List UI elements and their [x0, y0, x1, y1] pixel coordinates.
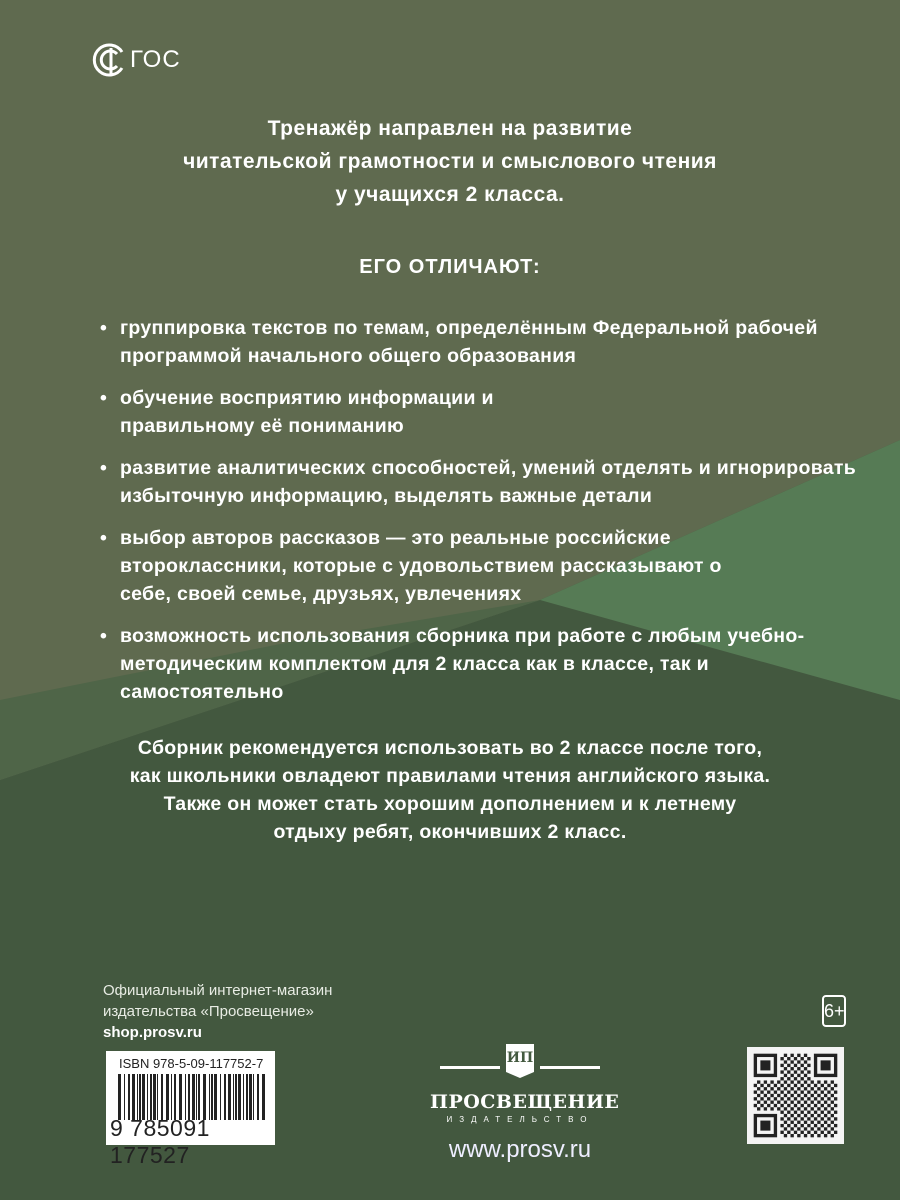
intro-line: Тренажёр направлен на развитие	[267, 117, 633, 140]
publisher-url[interactable]: www.prosv.ru	[448, 1136, 592, 1163]
shop-line: издательства «Просвещение»	[103, 1003, 314, 1020]
feature-item: • развитие аналитических способностей, умений отделять и игнорировать избыточную информацию, выделять важные детали	[100, 454, 860, 510]
age-rating-badge: 6+	[822, 995, 846, 1027]
isbn-number: ISBN 978-5-09-117752-7	[119, 1056, 264, 1071]
publisher-logo	[430, 1040, 620, 1164]
publisher-name: ПРОСВЕЩЕНИЕ	[430, 1091, 620, 1113]
ean-number: 9 785091 177527	[110, 1115, 210, 1168]
recommendation-line: отдыху ребят, окончивших 2 класс.	[273, 821, 627, 843]
shop-line: Официальный интернет-магазин	[103, 982, 333, 999]
recommendation-line: как школьники овладеют правилами чтения английского языка.	[129, 765, 771, 787]
fgos-text: ГОС	[130, 46, 181, 73]
isbn-barcode	[106, 1051, 275, 1168]
features-heading: ЕГО ОТЛИЧАЮТ:	[359, 256, 541, 278]
recommendation-line: Сборник рекомендуется использовать во 2 классе после того,	[137, 737, 763, 759]
intro-line: у учащихся 2 класса.	[335, 183, 565, 206]
recommendation-line: Также он может стать хорошим дополнением и к летнему	[163, 793, 737, 815]
publisher-emblem-icon	[430, 1040, 610, 1080]
fgos-logo	[92, 42, 181, 78]
intro-line: читательской грамотности и смыслового чтения	[183, 150, 717, 173]
features-list	[100, 314, 860, 720]
barcode-bars	[118, 1074, 268, 1120]
qr-code[interactable]	[747, 1047, 844, 1144]
shop-url[interactable]: shop.prosv.ru	[103, 1024, 202, 1041]
feature-item: • обучение восприятию информации и правильному её пониманию	[100, 384, 860, 440]
feature-item: • выбор авторов рассказов — это реальные российские второклассники, которые с удовольствием рассказывают о себе, своей семье, друзьях, увлечениях	[100, 524, 860, 608]
fgos-emblem-icon	[92, 42, 128, 78]
intro-text	[0, 112, 900, 211]
publisher-subtitle: ИЗДАТЕЛЬСТВО	[446, 1115, 594, 1124]
feature-item: • возможность использования сборника при работе с любым учебно-методическим комплектом для 2 класса как в классе, так и самостоятельно	[100, 622, 860, 706]
publisher-logo-text: ИП	[506, 1050, 534, 1066]
shop-info	[103, 980, 332, 1043]
feature-item: • группировка текстов по темам, определённым Федеральной рабочей программой начального общего образования	[100, 314, 860, 370]
recommendation-text	[0, 734, 900, 846]
